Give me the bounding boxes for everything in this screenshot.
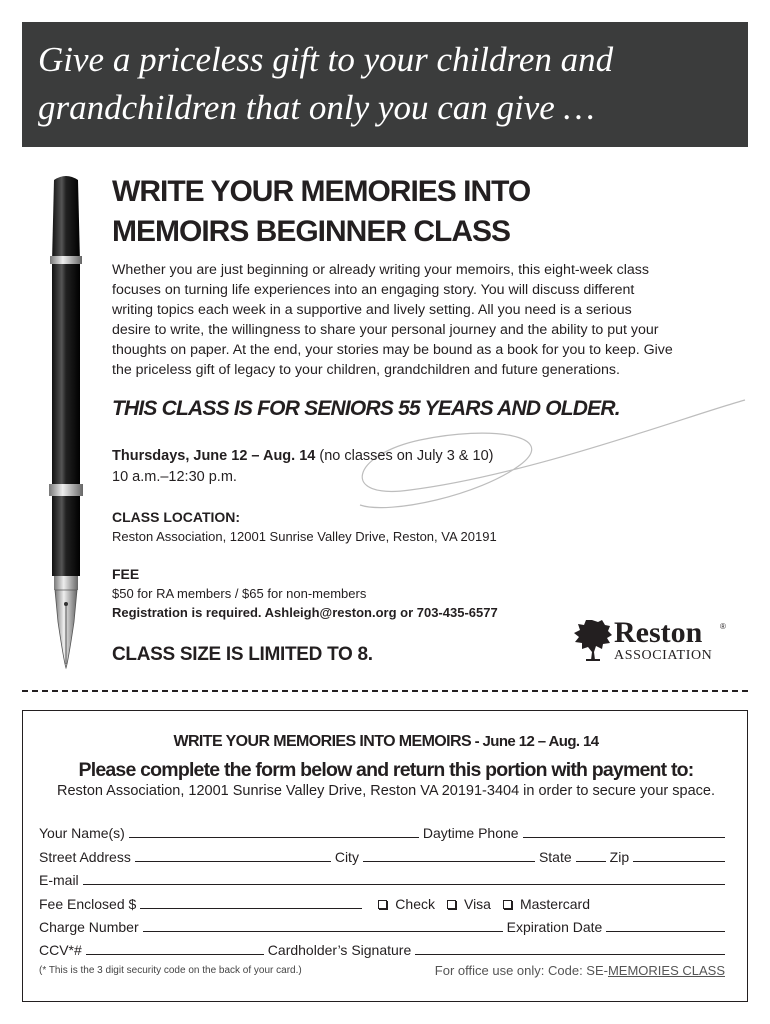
charge-number-field[interactable] bbox=[143, 918, 503, 932]
form-row-name bbox=[39, 821, 729, 841]
city-field[interactable] bbox=[363, 848, 535, 862]
tree-icon bbox=[572, 616, 614, 662]
visa-checkbox[interactable] bbox=[447, 900, 456, 909]
schedule-dates-row bbox=[112, 446, 612, 467]
email-label: E-mail bbox=[39, 872, 79, 888]
registered-mark: ® bbox=[720, 622, 726, 631]
fountain-pen-illustration bbox=[38, 172, 98, 672]
registration-info: Registration is required. Ashleigh@reston.org or 703-435-6577 bbox=[112, 605, 498, 620]
banner-headline bbox=[38, 36, 738, 132]
signature-field[interactable] bbox=[415, 941, 725, 955]
ccv-field[interactable] bbox=[86, 941, 264, 955]
schedule-dates: Thursdays, June 12 – Aug. 14 bbox=[112, 448, 316, 464]
form-row-payment bbox=[39, 892, 729, 912]
schedule-exception: (no classes on July 3 & 10) bbox=[319, 448, 494, 464]
charge-number-label: Charge Number bbox=[39, 919, 139, 935]
expiration-label: Expiration Date bbox=[506, 919, 603, 935]
form-title-text: WRITE YOUR MEMORIES INTO MEMOIRS bbox=[173, 733, 472, 750]
form-title bbox=[23, 733, 749, 751]
banner-line-1: Give a priceless gift to your children and bbox=[38, 40, 614, 79]
street-field[interactable] bbox=[135, 848, 331, 862]
check-label: Check bbox=[395, 896, 435, 912]
description-line: Whether you are just beginning or already writing your memoirs, this eight-week class bbox=[112, 262, 649, 278]
logo-subtitle: ASSOCIATION bbox=[614, 648, 713, 663]
mastercard-checkbox[interactable] bbox=[503, 900, 512, 909]
form-title-dates: - June 12 – Aug. 14 bbox=[471, 733, 599, 750]
logo-name: Reston bbox=[614, 616, 703, 649]
class-title-line-1: WRITE YOUR MEMORIES INTO bbox=[112, 175, 531, 208]
form-row-charge bbox=[39, 915, 729, 935]
class-title-line-2: MEMOIRS BEGINNER CLASS bbox=[112, 215, 511, 248]
class-description bbox=[112, 260, 712, 380]
fee-enclosed-label: Fee Enclosed $ bbox=[39, 896, 137, 912]
signature-label: Cardholder’s Signature bbox=[267, 942, 412, 958]
name-label: Your Name(s) bbox=[39, 825, 125, 841]
zip-field[interactable] bbox=[633, 848, 725, 862]
form-row-address bbox=[39, 845, 729, 865]
description-line: the priceless gift of legacy to your children, grandchildren and future generations. bbox=[112, 362, 620, 378]
fee-amount: $50 for RA members / $65 for non-members bbox=[112, 586, 367, 601]
class-title bbox=[112, 172, 632, 252]
description-line: desire to write, the willingness to share your personal journey and the ability to put your bbox=[112, 322, 659, 338]
reston-association-logo bbox=[572, 616, 730, 666]
office-use-code bbox=[435, 963, 725, 978]
schedule bbox=[112, 446, 612, 488]
state-label: State bbox=[538, 849, 572, 865]
street-label: Street Address bbox=[39, 849, 131, 865]
check-checkbox[interactable] bbox=[378, 900, 387, 909]
email-field[interactable] bbox=[83, 871, 725, 885]
description-line: thoughts on paper. At the end, your stories may be bound as a book for you to keep. Give bbox=[112, 342, 673, 358]
mastercard-option[interactable] bbox=[503, 896, 590, 912]
schedule-time: 10 a.m.–12:30 p.m. bbox=[112, 469, 237, 485]
banner-line-2: grandchildren that only you can give … bbox=[38, 88, 595, 127]
form-row-email bbox=[39, 868, 729, 888]
seniors-notice: THIS CLASS IS FOR SENIORS 55 YEARS AND OLDER. bbox=[112, 397, 620, 420]
daytime-phone-label: Daytime Phone bbox=[422, 825, 519, 841]
class-size-limit: CLASS SIZE IS LIMITED TO 8. bbox=[112, 644, 373, 665]
header-banner bbox=[22, 22, 748, 147]
name-field[interactable] bbox=[129, 824, 419, 838]
office-code-prefix: For office use only: Code: SE- bbox=[434, 963, 608, 978]
form-instruction: Please complete the form below and return this portion with payment to: bbox=[78, 759, 694, 781]
ccv-footnote: (* This is the 3 digit security code on the back of your card.) bbox=[39, 965, 302, 976]
fee-enclosed-field[interactable] bbox=[140, 895, 362, 909]
visa-option[interactable] bbox=[447, 896, 491, 912]
city-label: City bbox=[334, 849, 359, 865]
description-line: writing topics each week in a supportive and lively setting. All you need is a serious bbox=[112, 302, 632, 318]
registration-form bbox=[22, 710, 748, 1002]
daytime-phone-field[interactable] bbox=[523, 824, 725, 838]
office-code-value: MEMORIES CLASS bbox=[607, 963, 725, 978]
ccv-label: CCV*# bbox=[39, 942, 82, 958]
mastercard-label: Mastercard bbox=[519, 896, 590, 912]
state-field[interactable] bbox=[576, 848, 606, 862]
location-heading: CLASS LOCATION: bbox=[112, 509, 241, 525]
expiration-field[interactable] bbox=[606, 918, 725, 932]
description-line: focuses on turning life experiences into an engaging story. You will discuss different bbox=[112, 282, 635, 298]
location-address: Reston Association, 12001 Sunrise Valley Drive, Reston, VA 20191 bbox=[112, 529, 497, 544]
check-option[interactable] bbox=[378, 896, 435, 912]
cut-line-divider bbox=[22, 690, 748, 692]
visa-label: Visa bbox=[463, 896, 491, 912]
fee-heading: FEE bbox=[112, 566, 140, 582]
zip-label: Zip bbox=[609, 849, 630, 865]
form-row-ccv bbox=[39, 938, 729, 958]
form-mailing-address: Reston Association, 12001 Sunrise Valley Drive, Reston VA 20191-3404 in order to secure your space. bbox=[57, 783, 715, 799]
